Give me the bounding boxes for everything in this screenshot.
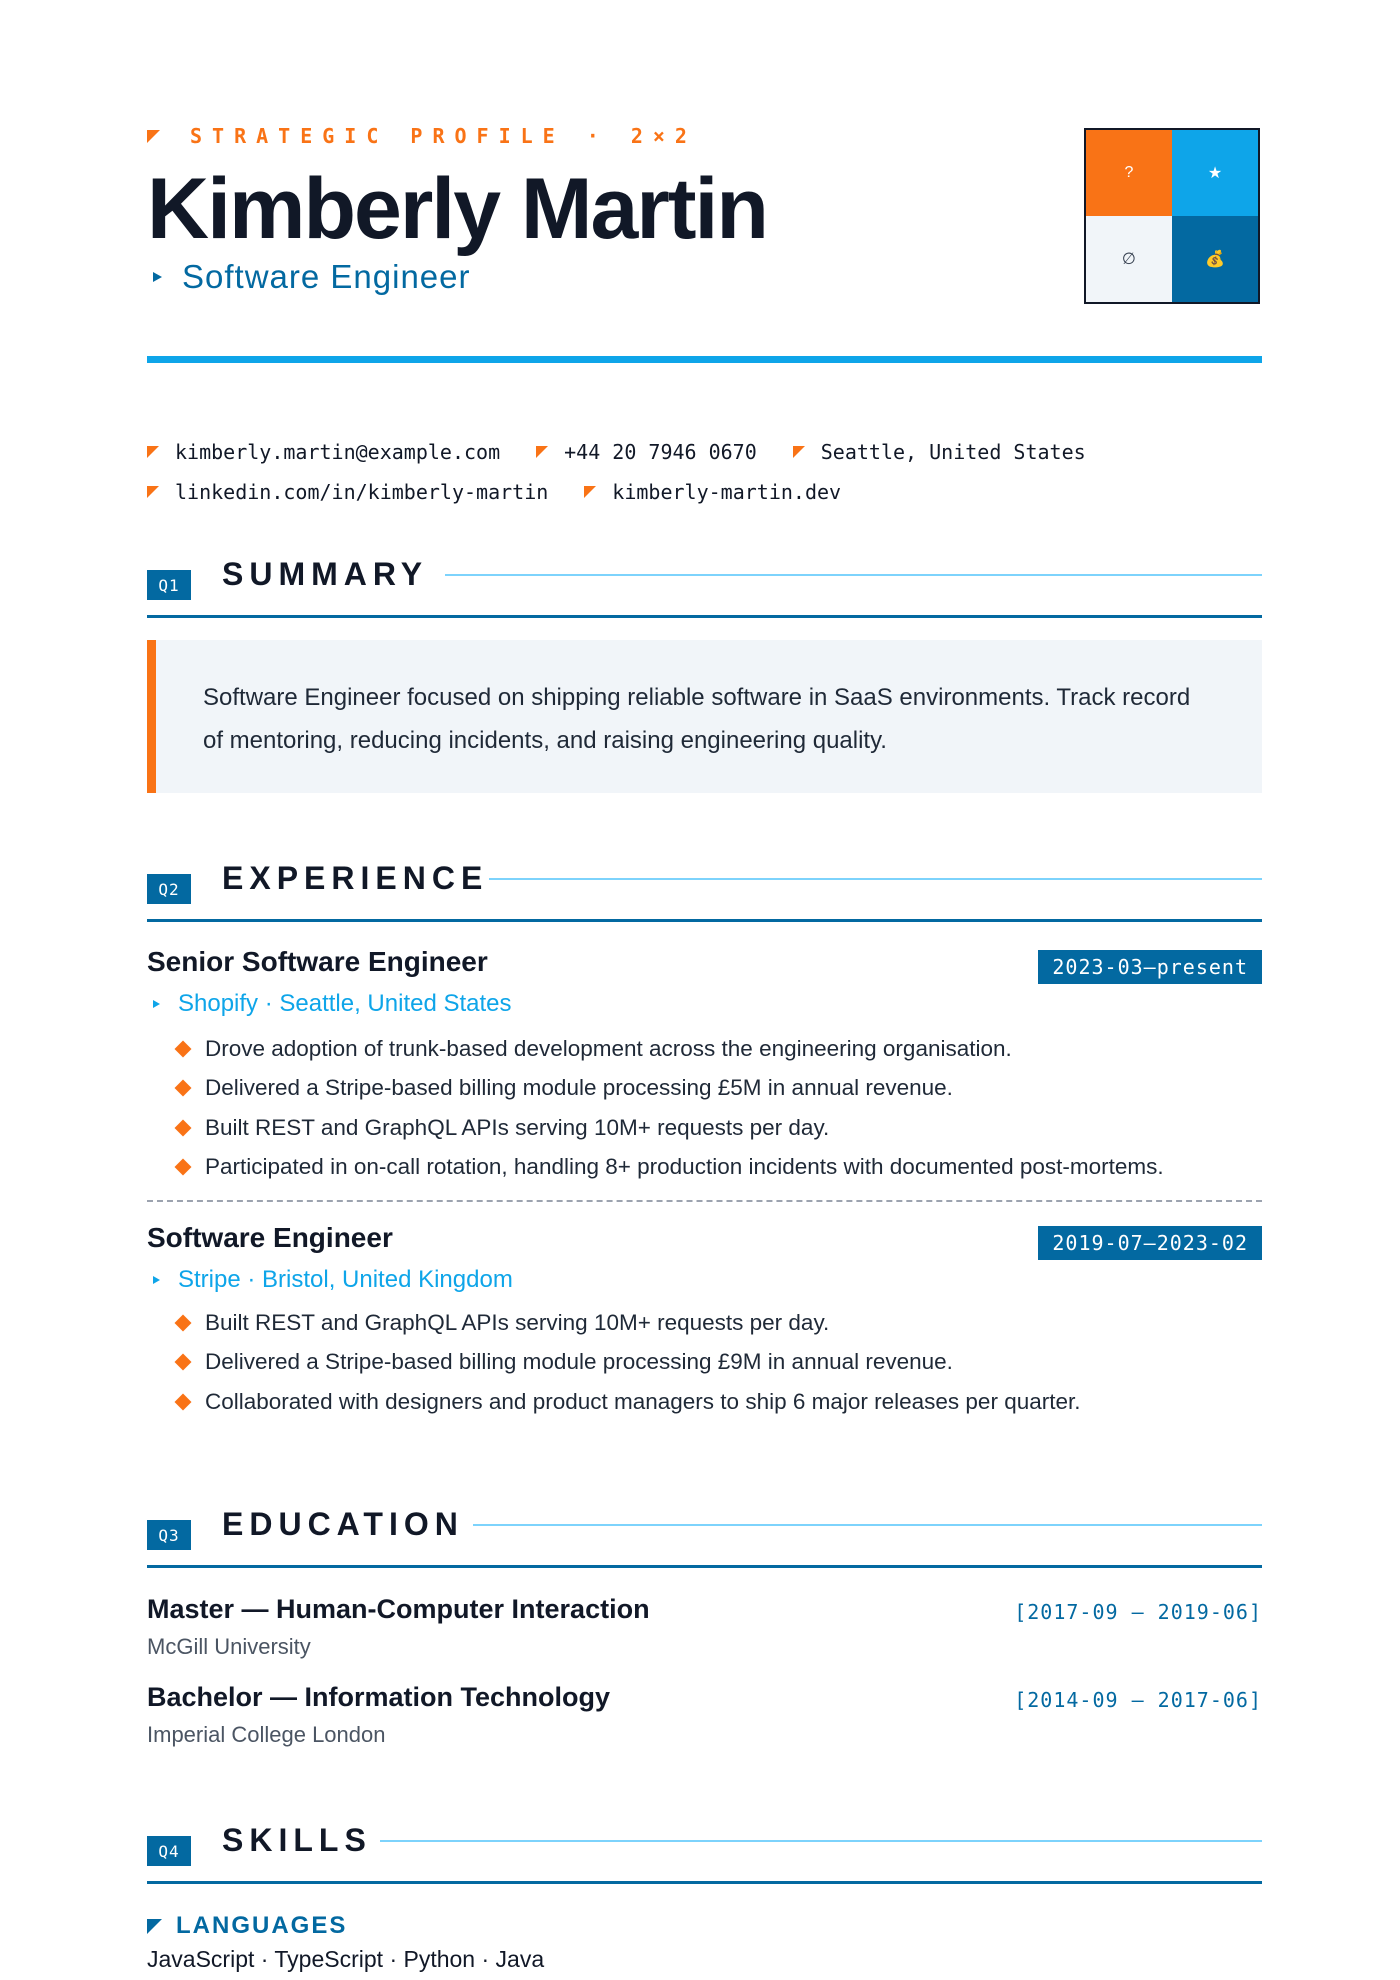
section-experience-heading <box>147 856 1262 916</box>
job-company: Shopify · Seattle, United States <box>153 990 512 1018</box>
contact-website[interactable]: kimberly-martin.dev <box>584 480 841 504</box>
list-item: Drove adoption of trunk-based development across the engineering organisation. <box>177 1029 1262 1069</box>
education-degree: Master — Human-Computer Interaction <box>147 1594 650 1624</box>
education-school: Imperial College London <box>147 1722 386 1747</box>
section-title: EXPERIENCE <box>222 860 489 896</box>
job-dates: 2023-03—present <box>1038 950 1262 984</box>
job-bullets <box>177 1029 1262 1187</box>
section-thin-rule <box>380 1840 1262 1842</box>
corner-triangle-icon <box>147 446 159 458</box>
section-rule <box>147 919 1262 922</box>
contact-list <box>147 432 1262 512</box>
diamond-icon <box>175 1354 192 1371</box>
play-icon <box>153 1000 160 1008</box>
skill-group-label: LANGUAGES <box>176 1912 348 1939</box>
list-item: Delivered a Stripe-based billing module processing £9M in annual revenue. <box>177 1343 1262 1383</box>
section-rule <box>147 615 1262 618</box>
play-icon <box>153 272 162 282</box>
section-education-heading <box>147 1502 1262 1562</box>
contact-email[interactable]: kimberly.martin@example.com <box>147 440 500 464</box>
section-badge: Q2 <box>147 874 191 904</box>
list-item: Built REST and GraphQL APIs serving 10M+ requests per day. <box>177 1303 1262 1343</box>
education-school: McGill University <box>147 1634 311 1659</box>
section-title: EDUCATION <box>222 1506 464 1542</box>
corner-triangle-icon <box>536 446 548 458</box>
candidate-name: Kimberly Martin <box>147 161 767 257</box>
section-skills-heading <box>147 1818 1262 1878</box>
section-thin-rule <box>445 574 1262 576</box>
empty-set-icon: ∅ <box>1086 216 1172 302</box>
contact-phone[interactable]: +44 20 7946 0670 <box>536 440 757 464</box>
header-divider <box>147 356 1262 363</box>
contact-location: Seattle, United States <box>793 440 1086 464</box>
list-item: Participated in on-call rotation, handling 8+ production incidents with documented post-mortems. <box>177 1148 1262 1188</box>
list-item: Built REST and GraphQL APIs serving 10M+ requests per day. <box>177 1108 1262 1148</box>
section-rule <box>147 1565 1262 1568</box>
skill-group-heading <box>147 1912 347 1940</box>
diamond-icon <box>175 1314 192 1331</box>
diamond-icon <box>175 1080 192 1097</box>
education-dates: [2017-09 – 2019-06] <box>1014 1600 1262 1624</box>
section-summary-heading <box>147 552 1262 612</box>
list-item: Delivered a Stripe-based billing module processing £5M in annual revenue. <box>177 1069 1262 1109</box>
strategy-matrix <box>1084 128 1260 304</box>
corner-triangle-icon <box>147 486 159 498</box>
section-title: SKILLS <box>222 1822 372 1858</box>
education-dates: [2014-09 – 2017-06] <box>1014 1688 1262 1712</box>
diamond-icon <box>175 1040 192 1057</box>
education-degree: Bachelor — Information Technology <box>147 1682 611 1712</box>
section-badge: Q1 <box>147 570 191 600</box>
section-title: SUMMARY <box>222 556 429 592</box>
list-item: Collaborated with designers and product managers to ship 6 major releases per quarter. <box>177 1382 1262 1422</box>
diamond-icon <box>175 1393 192 1410</box>
section-thin-rule <box>473 1524 1262 1526</box>
job-dates: 2019-07—2023-02 <box>1038 1226 1262 1260</box>
experience-divider <box>147 1200 1262 1202</box>
star-icon: ★ <box>1172 130 1258 216</box>
job-title: Senior Software Engineer <box>147 946 488 977</box>
corner-triangle-icon <box>584 486 596 498</box>
section-badge: Q4 <box>147 1836 191 1866</box>
section-thin-rule <box>489 878 1262 880</box>
diamond-icon <box>175 1119 192 1136</box>
corner-triangle-icon <box>147 1919 162 1934</box>
skill-list: JavaScript · TypeScript · Python · Java <box>147 1946 545 1972</box>
contact-linkedin[interactable]: linkedin.com/in/kimberly-martin <box>147 480 548 504</box>
summary-text: Software Engineer focused on shipping reliable software in SaaS environments. Track record of mentoring, reducing incidents, and raising engineering quality. <box>147 640 1262 793</box>
role-text: Software Engineer <box>182 258 471 295</box>
job-company: Stripe · Bristol, United Kingdom <box>153 1266 513 1294</box>
money-bag-icon: 💰 <box>1172 216 1258 302</box>
eyebrow <box>147 124 697 148</box>
corner-triangle-icon <box>147 130 160 143</box>
section-rule <box>147 1881 1262 1884</box>
candidate-role <box>153 258 471 296</box>
eyebrow-text: STRATEGIC PROFILE · 2×2 <box>190 124 697 148</box>
job-title: Software Engineer <box>147 1222 393 1253</box>
section-badge: Q3 <box>147 1520 191 1550</box>
corner-triangle-icon <box>793 446 805 458</box>
job-bullets <box>177 1303 1262 1422</box>
diamond-icon <box>175 1159 192 1176</box>
question-icon: ? <box>1086 130 1172 216</box>
play-icon <box>153 1276 160 1284</box>
